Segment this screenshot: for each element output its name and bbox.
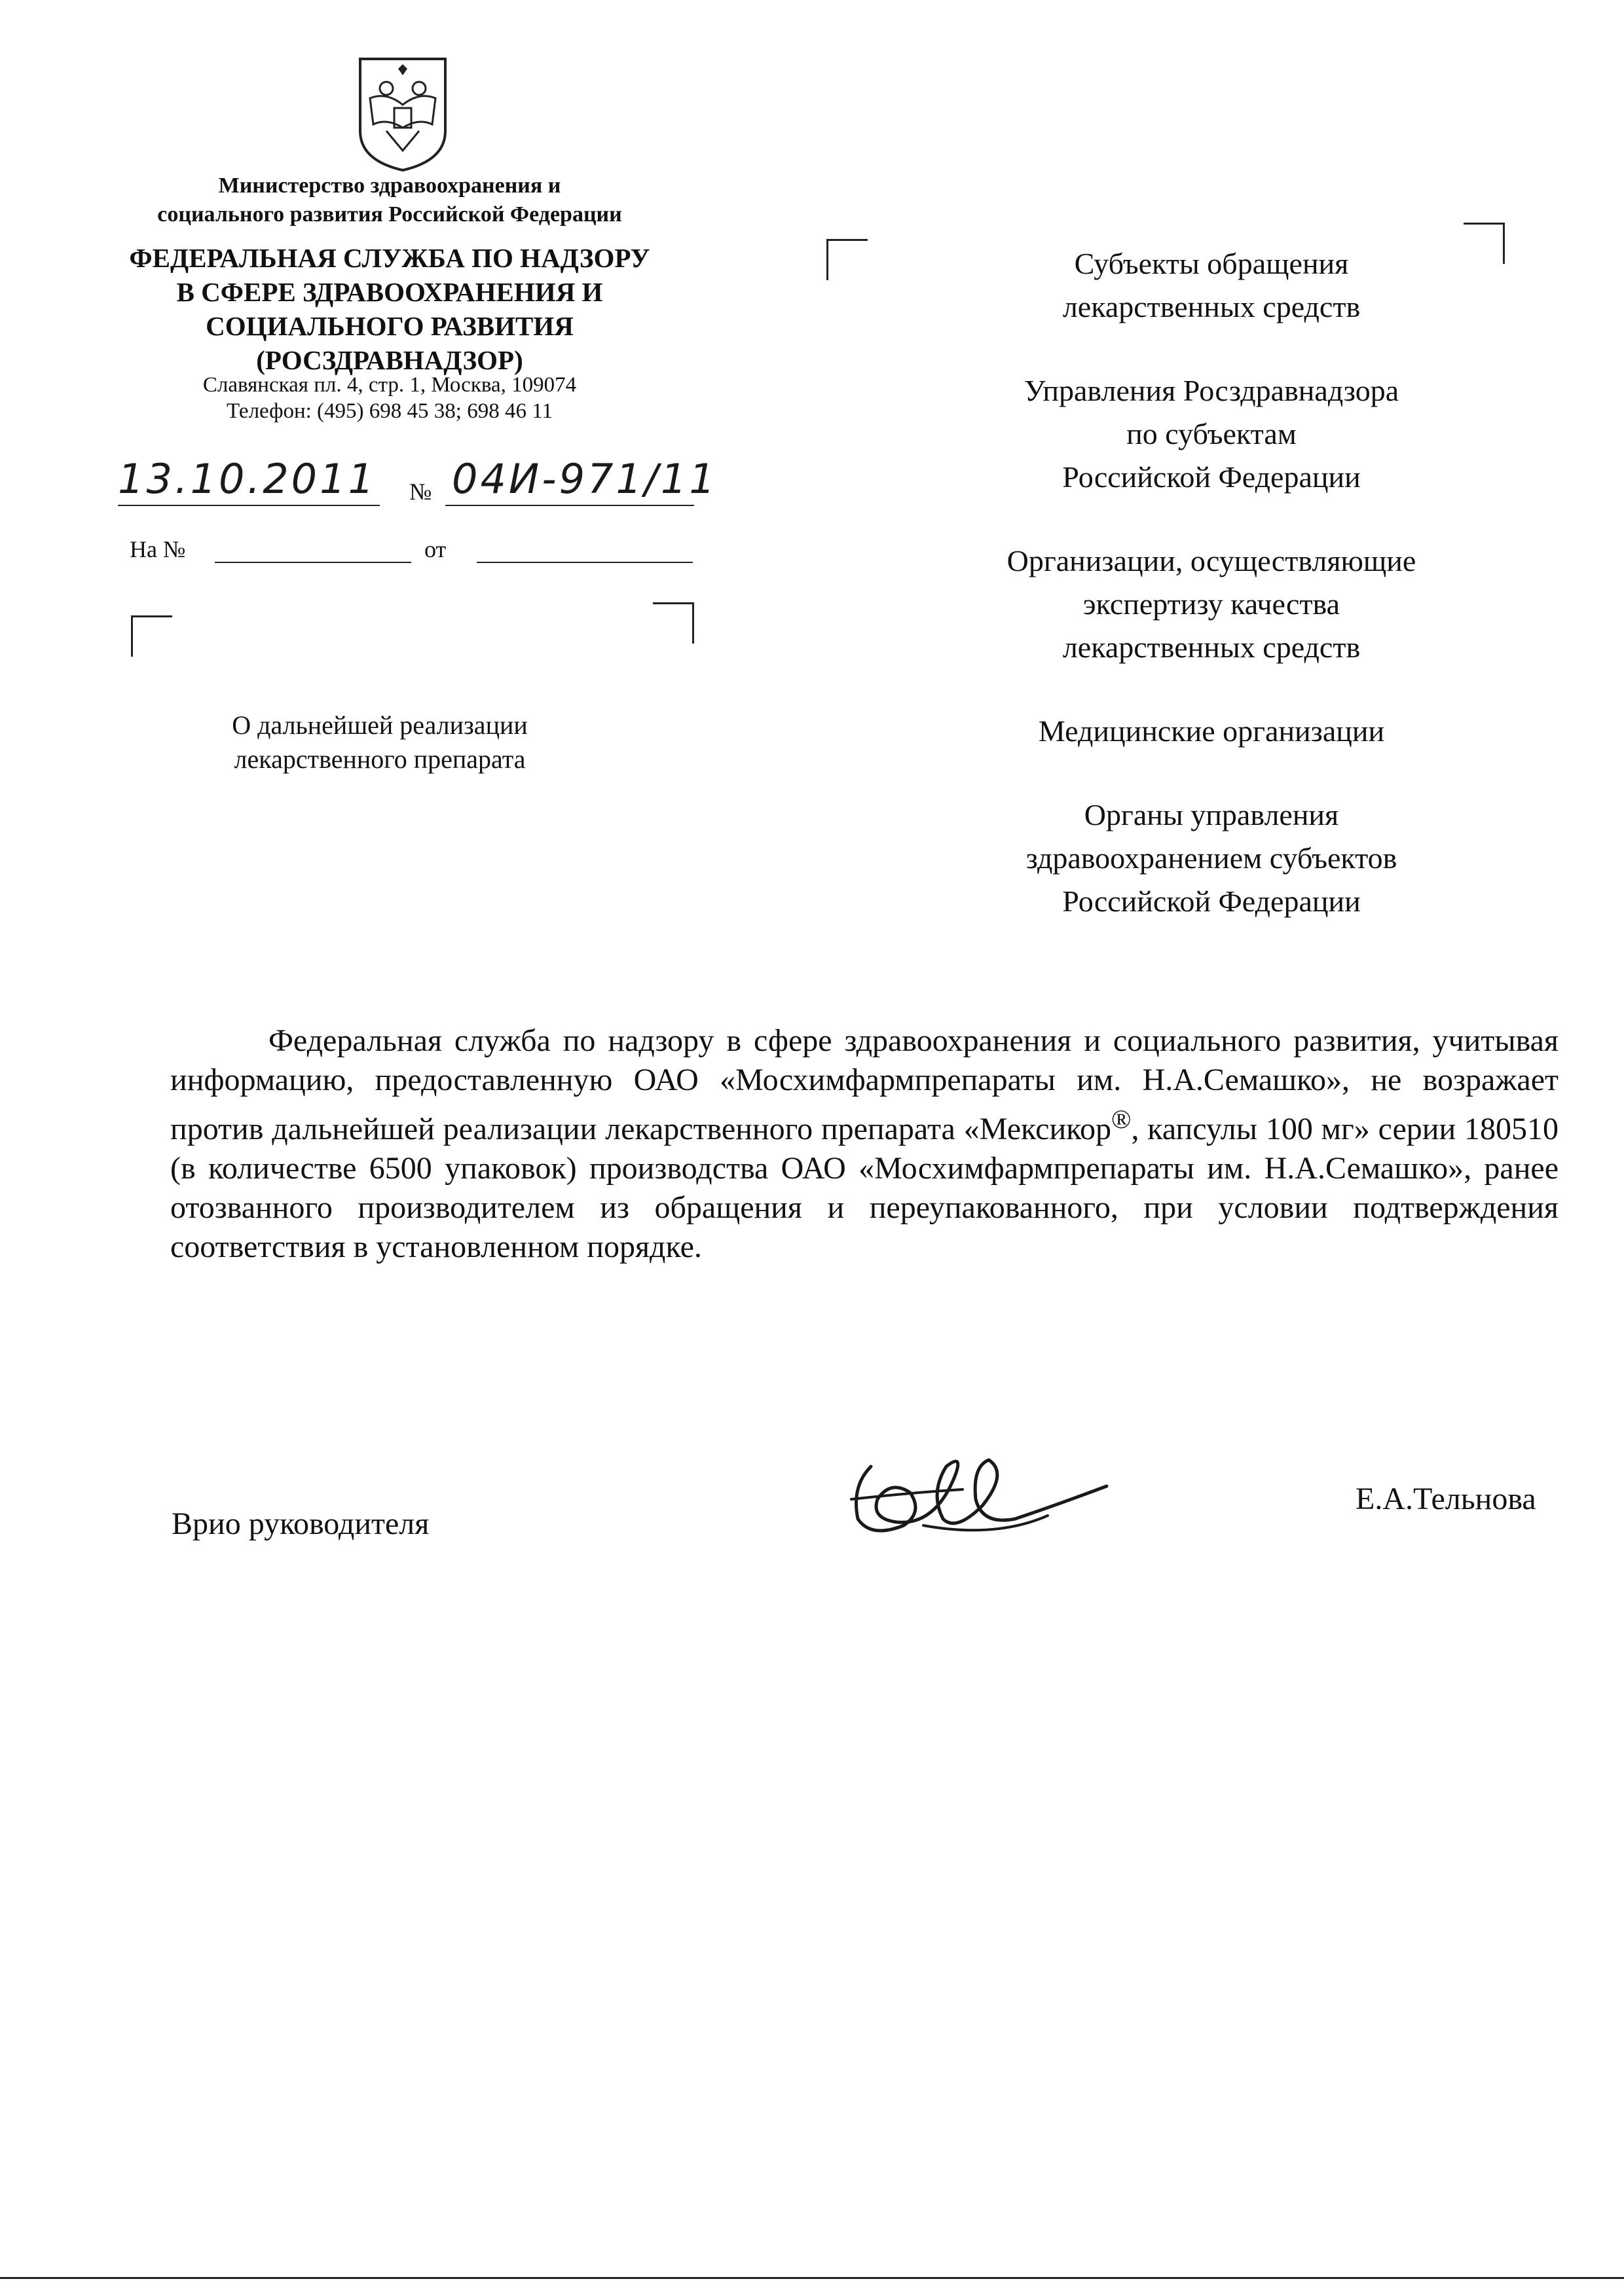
- reference-number-label: На №: [130, 536, 186, 562]
- reference-line: [130, 536, 706, 568]
- document-number: 04И-971/11: [452, 455, 718, 503]
- recipient-line: Организации, осуществляющие: [1006, 544, 1416, 577]
- double-headed-eagle-icon: [347, 52, 458, 173]
- recipient-bracket-left: [826, 239, 868, 280]
- letter-subject: [177, 708, 583, 776]
- ministry-header: [92, 172, 688, 229]
- agency-header: [92, 241, 688, 377]
- recipient-line: Российской Федерации: [1062, 460, 1361, 494]
- body-text-part-2: , капсулы 100 мг» серии 180510 (в количестве 6500 упаковок) производства ОАО «Мосхимфармпрепараты им. Н.А.Семашко», ранее отозванного производителем из обращения и переупакованного, при условии подтверждения соответствия в установленном порядке.: [170, 1112, 1559, 1264]
- subject-line-1: О дальнейшей реализации: [232, 710, 528, 740]
- recipient-line: Органы управления: [1084, 798, 1339, 831]
- signatory-name: Е.А.Тельнова: [1356, 1482, 1536, 1516]
- recipient-line: здравоохранением субъектов: [1025, 841, 1397, 875]
- subject-bracket-left: [131, 615, 172, 657]
- subject-bracket-right: [653, 602, 694, 644]
- reference-date-label: от: [424, 536, 447, 562]
- recipient-group: [910, 539, 1513, 669]
- body-text-part-1: Федеральная служба по надзору в сфере здравоохранения и социального развития, учитывая информацию, предоставленную ОАО «Мосхимфармпрепараты им. Н.А.Семашко», не возражает против дальнейшей реализации лекарственного препарата «Мексикор: [170, 1023, 1559, 1146]
- recipient-group: [910, 710, 1513, 753]
- recipient-group: [910, 242, 1513, 329]
- page-bottom-rule: [0, 2277, 1624, 2279]
- agency-line-2: В СФЕРЕ ЗДРАВООХРАНЕНИЯ И: [176, 277, 603, 307]
- agency-line-3: СОЦИАЛЬНОГО РАЗВИТИЯ: [206, 311, 574, 341]
- signature-icon: [832, 1427, 1133, 1558]
- registered-mark: ®: [1111, 1104, 1132, 1134]
- document-date: 13.10.2011: [118, 455, 377, 503]
- reference-date-blank: [477, 562, 693, 563]
- number-sign: №: [409, 479, 432, 505]
- recipient-line: лекарственных средств: [1062, 290, 1361, 323]
- agency-address: [92, 372, 688, 424]
- number-underline: [445, 505, 694, 506]
- letter-body: [170, 1021, 1559, 1267]
- recipient-line: лекарственных средств: [1062, 630, 1361, 664]
- recipient-line: по субъектам: [1126, 417, 1297, 450]
- ministry-line-2: социального развития Российской Федерации: [157, 202, 622, 227]
- handwritten-signature: [832, 1427, 1133, 1558]
- recipient-group: [910, 369, 1513, 499]
- recipients-block: [910, 242, 1513, 964]
- subject-line-2: лекарственного препарата: [234, 744, 526, 774]
- recipient-line: Медицинские организации: [1038, 714, 1385, 748]
- registration-line: [118, 455, 718, 514]
- agency-line-1: ФЕДЕРАЛЬНАЯ СЛУЖБА ПО НАДЗОРУ: [129, 243, 650, 273]
- address-line: Славянская пл. 4, стр. 1, Москва, 109074: [202, 373, 577, 397]
- recipient-line: экспертизу качества: [1082, 587, 1340, 621]
- recipient-line: Управления Росздравнадзора: [1024, 374, 1399, 407]
- reference-number-blank: [215, 562, 411, 563]
- coat-of-arms-emblem: [347, 52, 458, 173]
- ministry-line-1: Министерство здравоохранения и: [218, 173, 561, 198]
- agency-line-4: (РОСЗДРАВНАДЗОР): [256, 345, 523, 375]
- phone-line: Телефон: (495) 698 45 38; 698 46 11: [227, 399, 553, 423]
- signatory-title: Врио руководителя: [172, 1506, 430, 1541]
- recipient-group: [910, 793, 1513, 923]
- date-underline: [118, 505, 380, 506]
- recipient-line: Субъекты обращения: [1074, 247, 1349, 280]
- recipient-line: Российской Федерации: [1062, 884, 1361, 918]
